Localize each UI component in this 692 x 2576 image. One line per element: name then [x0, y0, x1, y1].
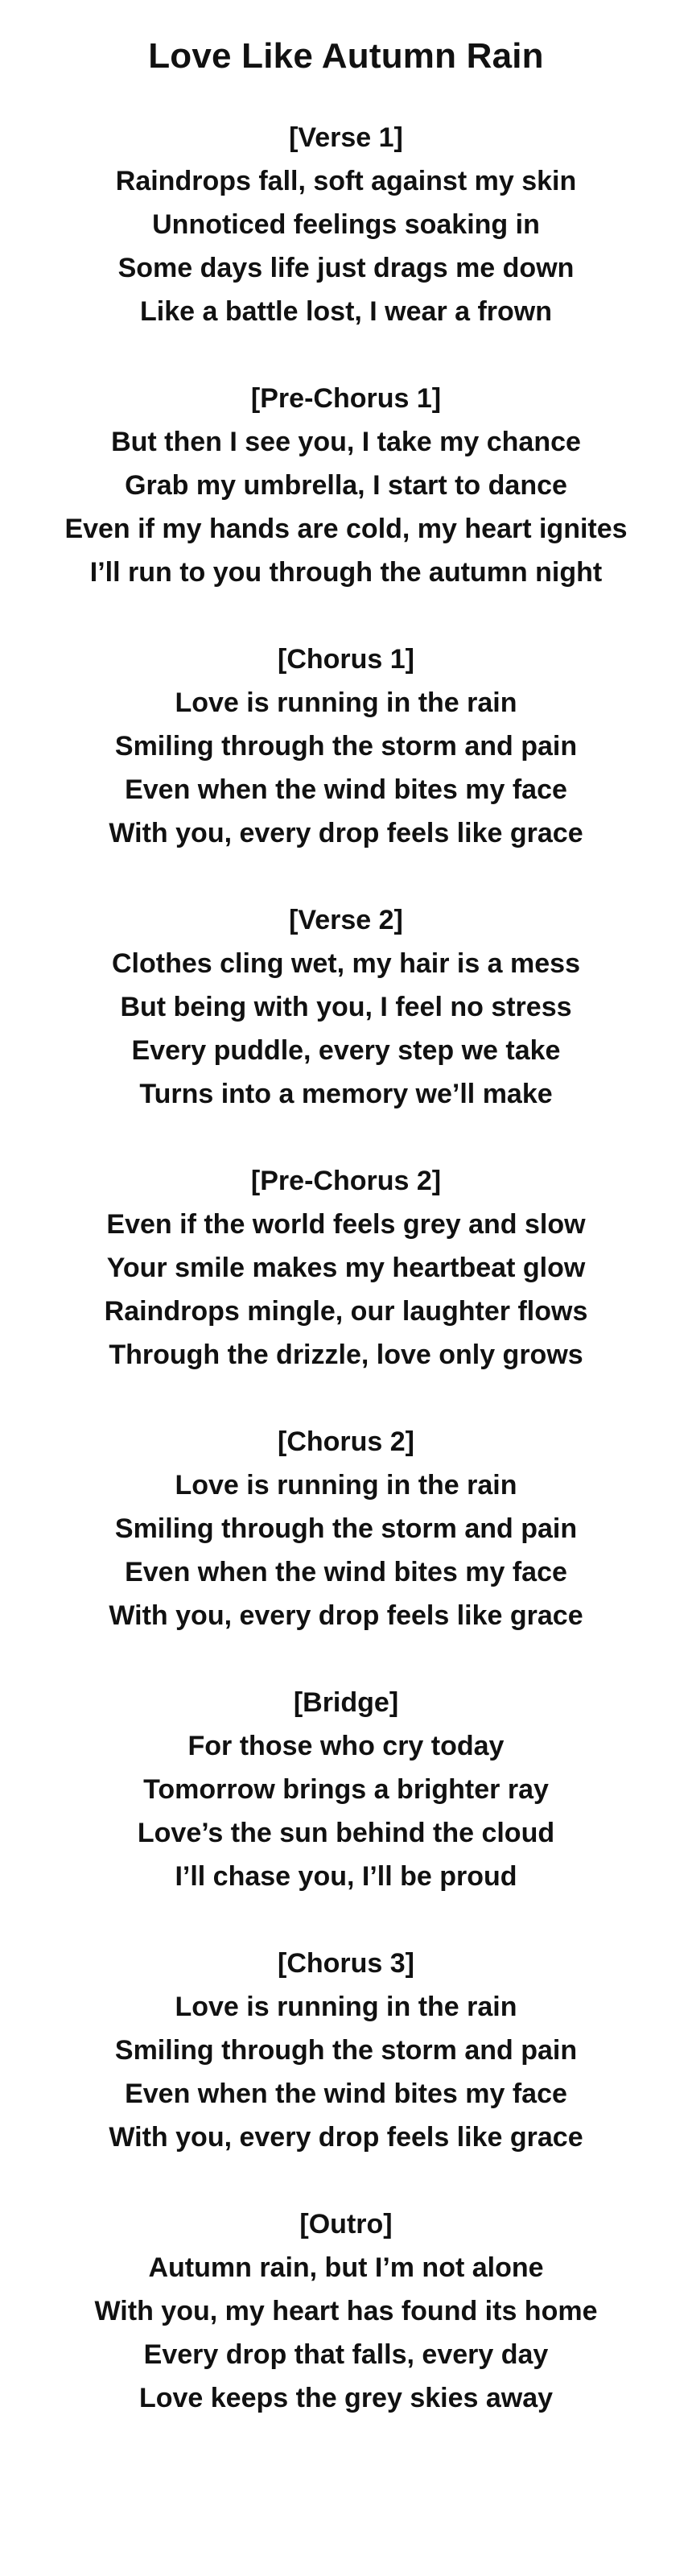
section-heading: [Pre-Chorus 1]: [250, 383, 442, 414]
lyric-line: Clothes cling wet, my hair is a mess: [112, 948, 580, 979]
lyric-line: With you, every drop feels like grace: [109, 1600, 583, 1631]
lyric-line: Love is running in the rain: [175, 687, 517, 718]
section-heading: [Verse 1]: [289, 122, 403, 153]
section-heading: [Chorus 2]: [278, 1426, 414, 1457]
lyric-line: Raindrops fall, soft against my skin: [115, 166, 577, 196]
section-heading: [Bridge]: [293, 1687, 399, 1718]
lyric-line: But then I see you, I take my chance: [111, 427, 581, 457]
section-heading: [Verse 2]: [289, 905, 403, 935]
lyrics-section-verse-1: [0, 116, 692, 333]
lyric-line: Even if the world feels grey and slow: [106, 1209, 586, 1240]
lyric-line: Tomorrow brings a brighter ray: [143, 1774, 549, 1805]
lyrics-section-bridge: [0, 1681, 692, 1898]
section-heading: [Chorus 1]: [278, 644, 414, 675]
lyric-line: Even when the wind bites my face: [125, 1557, 567, 1587]
lyric-line: Smiling through the storm and pain: [114, 731, 578, 762]
lyric-line: Turns into a memory we’ll make: [139, 1079, 553, 1109]
lyric-line: Love’s the sun behind the cloud: [137, 1818, 555, 1848]
lyric-line: With you, every drop feels like grace: [109, 2122, 583, 2153]
lyric-line: Love is running in the rain: [175, 1992, 517, 2022]
lyric-line: But being with you, I feel no stress: [120, 992, 572, 1022]
lyric-line: Smiling through the storm and pain: [114, 1513, 578, 1544]
lyric-line: Even when the wind bites my face: [125, 774, 567, 805]
lyric-line: Love is running in the rain: [175, 1470, 517, 1501]
song-title: Love Like Autumn Rain: [148, 36, 544, 76]
lyrics-section-outro: [0, 2202, 692, 2420]
lyric-line: Every puddle, every step we take: [131, 1035, 561, 1066]
lyric-line: Through the drizzle, love only grows: [109, 1340, 583, 1370]
lyric-line: I’ll chase you, I’ll be proud: [175, 1861, 517, 1892]
lyric-line: For those who cry today: [187, 1731, 505, 1761]
lyric-line: With you, every drop feels like grace: [109, 818, 583, 848]
section-heading: [Outro]: [299, 2209, 393, 2240]
lyric-line: With you, my heart has found its home: [94, 2296, 598, 2326]
lyric-line: I’ll run to you through the autumn night: [89, 557, 603, 588]
lyrics-section-chorus-3: [0, 1942, 692, 2159]
lyric-line: Love keeps the grey skies away: [138, 2383, 554, 2413]
lyrics-section-pre-chorus-1: [0, 377, 692, 594]
lyric-line: Smiling through the storm and pain: [114, 2035, 578, 2066]
lyric-line: Grab my umbrella, I start to dance: [125, 470, 567, 501]
lyric-line: Even if my hands are cold, my heart ignites: [64, 514, 628, 544]
lyrics-section-verse-2: [0, 898, 692, 1116]
section-heading: [Pre-Chorus 2]: [250, 1166, 442, 1196]
lyric-line: Raindrops mingle, our laughter flows: [104, 1296, 588, 1327]
lyric-line: Autumn rain, but I’m not alone: [148, 2252, 544, 2283]
section-heading: [Chorus 3]: [278, 1948, 414, 1979]
lyrics-section-chorus-1: [0, 638, 692, 855]
lyric-line: Like a battle lost, I wear a frown: [139, 296, 553, 327]
lyric-line: Even when the wind bites my face: [125, 2079, 567, 2109]
lyric-line: Some days life just drags me down: [117, 253, 575, 283]
lyrics-sections: [0, 116, 692, 2420]
lyric-line: Your smile makes my heartbeat glow: [106, 1253, 586, 1283]
lyrics-section-pre-chorus-2: [0, 1159, 692, 1377]
lyric-line: Every drop that falls, every day: [143, 2339, 549, 2370]
lyric-line: Unnoticed feelings soaking in: [152, 209, 540, 240]
lyrics-section-chorus-2: [0, 1420, 692, 1637]
